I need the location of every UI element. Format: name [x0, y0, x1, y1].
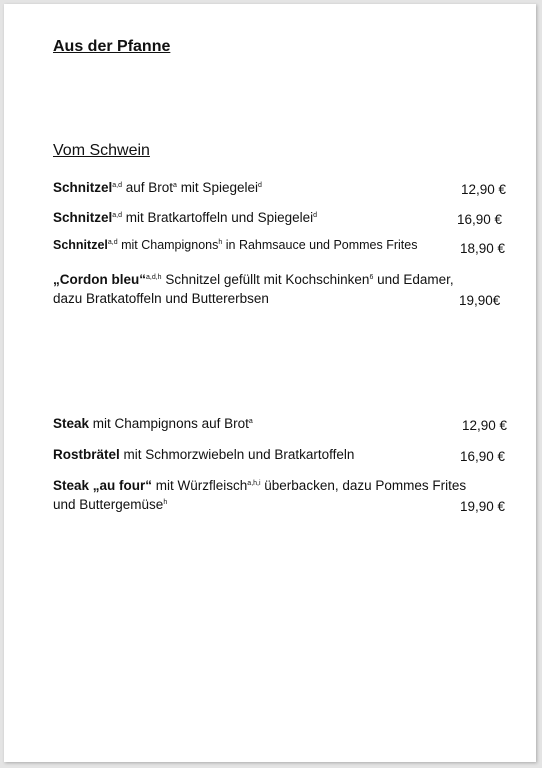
menu-item — [53, 272, 454, 287]
menu-item — [53, 416, 253, 431]
item-allergens: h — [163, 499, 168, 506]
menu-item — [53, 478, 466, 493]
item-name: Schnitzel — [53, 180, 113, 195]
item-description-line2: dazu Bratkatoffeln und Buttererbsen — [53, 291, 269, 306]
item-name: „Cordon bleu“ — [53, 272, 146, 287]
menu-page — [4, 4, 536, 762]
section-title: Vom Schwein — [53, 142, 150, 159]
item-allergens: d — [257, 182, 262, 189]
item-price: 12,90 € — [461, 182, 507, 197]
item-description: mit Champignons auf Brot — [89, 416, 249, 431]
item-name-allergens: a,d — [112, 212, 122, 219]
item-description-line2 — [53, 497, 167, 512]
item-description: überbacken, dazu Pommes Frites — [260, 478, 467, 493]
item-price: 16,90 € — [457, 212, 503, 227]
page-title: Aus der Pfanne — [53, 38, 171, 55]
item-price: 18,90 € — [460, 241, 506, 256]
item-description: Schnitzel gefüllt mit Kochschinken — [161, 272, 370, 287]
item-name-allergens: a,d — [112, 182, 122, 189]
menu-item — [53, 238, 417, 252]
item-description: mit Champignons — [117, 238, 219, 252]
item-description: mit Bratkartoffeln und Spiegelei — [122, 210, 314, 225]
item-description: und Edamer, — [373, 272, 454, 287]
item-allergens: a,h,i — [247, 480, 261, 487]
item-allergens: d — [313, 212, 318, 219]
item-name: Steak „au four“ — [53, 478, 153, 493]
item-price: 16,90 € — [460, 449, 506, 464]
item-price: 19,90€ — [459, 293, 501, 308]
menu-item — [53, 210, 317, 225]
item-name-allergens: a,d — [107, 239, 118, 246]
item-name: Schnitzel — [53, 210, 113, 225]
item-allergens: a — [173, 182, 177, 189]
item-price: 12,90 € — [462, 418, 508, 433]
item-name: Schnitzel — [53, 238, 108, 252]
item-description: in Rahmsauce und Pommes Frites — [222, 238, 418, 252]
item-name-allergens: a,d,h — [146, 274, 162, 281]
item-allergens: 6 — [369, 274, 374, 281]
item-price: 19,90 € — [460, 499, 506, 514]
item-description: und Buttergemüse — [53, 497, 164, 512]
item-allergens: a — [248, 418, 253, 425]
item-name: Steak — [53, 416, 90, 431]
menu-item — [53, 447, 354, 462]
item-description: mit Schmorzwiebeln und Bratkartoffeln — [119, 447, 355, 462]
item-description: mit Spiegelei — [176, 180, 258, 195]
item-allergens: h — [218, 239, 223, 246]
menu-item — [53, 180, 262, 195]
item-description: mit Würzfleisch — [152, 478, 248, 493]
item-description: auf Brot — [122, 180, 174, 195]
item-name: Rostbrätel — [53, 447, 120, 462]
